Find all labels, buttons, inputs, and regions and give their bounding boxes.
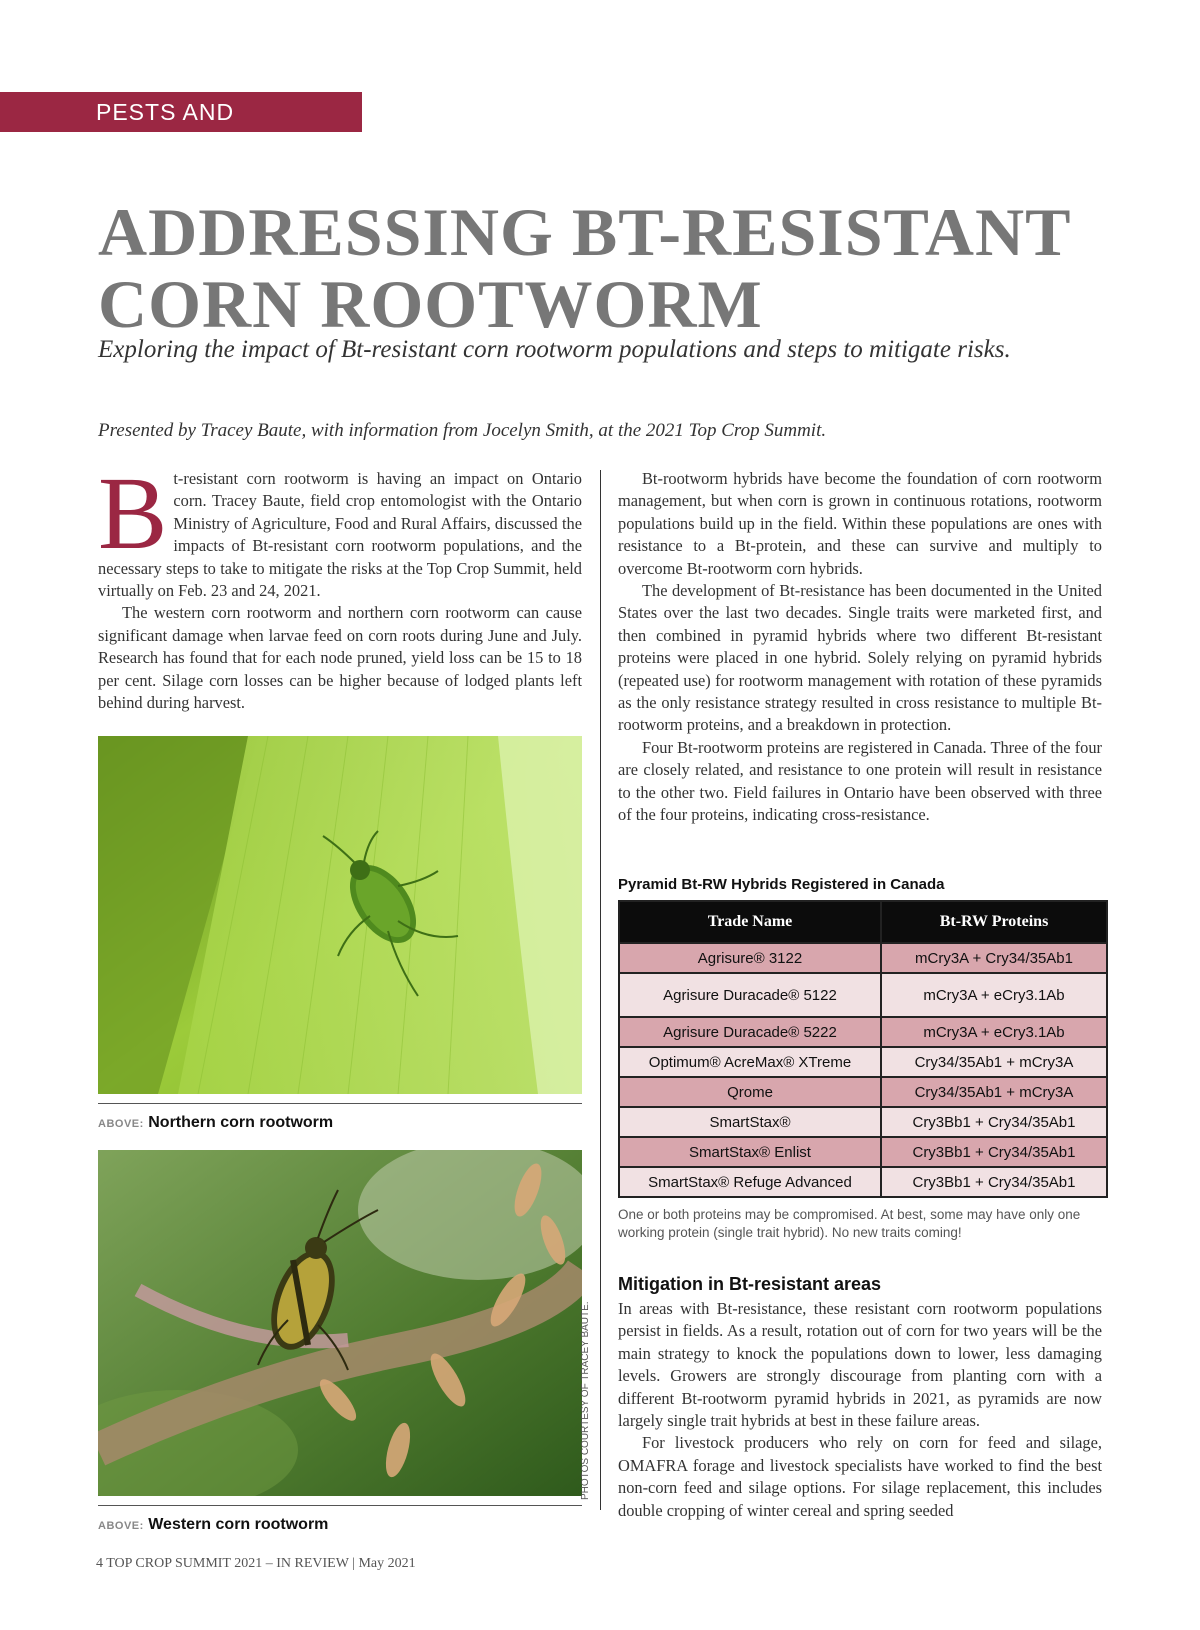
trade-name-cell: Agrisure Duracade® 5222	[619, 1017, 881, 1047]
protein-cell: mCry3A + eCry3.1Ab	[881, 973, 1107, 1017]
intro-text: t-resistant corn rootworm is having an impact on Ontario corn. Tracey Baute, field crop entomologist with the Ontario Ministry of Agriculture, Food and Rural Affairs, discussed the impacts of Bt-resistant corn rootworm populations, and the necessary steps to take to mitigate the risks at the Top Crop Summit, held virtually on Feb. 23 and 24, 2021.	[98, 469, 582, 601]
protein-cell: Cry3Bb1 + Cry34/35Ab1	[881, 1137, 1107, 1167]
caption-rule-2	[98, 1505, 582, 1506]
right-column-bottom	[618, 1298, 1102, 1522]
left-paragraph-2: The western corn rootworm and northern corn rootworm can cause significant damage when larvae feed on corn roots during June and July. Research has found that for each node pruned, yield loss can be 15 to 18 per cent. Silage corn losses can be higher because of lodged plants left behind during harvest.	[98, 603, 582, 713]
table-row	[619, 1167, 1107, 1197]
protein-cell: Cry3Bb1 + Cry34/35Ab1	[881, 1107, 1107, 1137]
caption-northern	[98, 1114, 582, 1132]
table-row	[619, 943, 1107, 973]
table-title: Pyramid Bt-RW Hybrids Registered in Canada	[618, 876, 945, 893]
caption-text: Western corn rootworm	[148, 1516, 329, 1533]
section-tag-bold: DISEASES	[96, 139, 221, 165]
caption-western	[98, 1516, 582, 1534]
intro-paragraph	[98, 456, 582, 602]
table-row	[619, 1077, 1107, 1107]
column-divider	[600, 470, 601, 1510]
trade-name-cell: Agrisure Duracade® 5122	[619, 973, 881, 1017]
right-column-top	[618, 468, 1102, 827]
title-line-1: ADDRESSING BT-RESISTANT	[98, 194, 1072, 270]
section-tag	[0, 92, 362, 165]
table-header-row	[619, 901, 1107, 943]
table-row	[619, 1107, 1107, 1137]
mitigation-paragraph-1: In areas with Bt-resistance, these resistant corn rootworm populations persist in fields. As a result, rotation out of corn for two years will be the main strategy to knock the populations down to lower, less damaging levels. Growers are strongly discourage from planting corn with a different Bt-rootworm pyramid hybrids in 2021, as pyramids are now largely single trait hybrids at best in these failure areas.	[618, 1299, 1102, 1431]
photo-credit: PHOTOS COURTESY OF TRACEY BAUTE.	[580, 1301, 591, 1500]
hybrids-table	[618, 900, 1108, 1198]
protein-cell: mCry3A + eCry3.1Ab	[881, 1017, 1107, 1047]
drop-cap: B	[98, 456, 168, 571]
page-footer: 4 TOP CROP SUMMIT 2021 – IN REVIEW | May 2021	[96, 1556, 416, 1571]
section-tag-light: PESTS AND	[96, 99, 235, 125]
title-line-2: CORN ROOTWORM	[98, 266, 763, 342]
table-row	[619, 973, 1107, 1017]
protein-cell: Cry34/35Ab1 + mCry3A	[881, 1077, 1107, 1107]
protein-cell: Cry3Bb1 + Cry34/35Ab1	[881, 1167, 1107, 1197]
caption-label: ABOVE:	[98, 1118, 144, 1130]
table-row	[619, 1017, 1107, 1047]
mitigation-paragraph-2: For livestock producers who rely on corn for feed and silage, OMAFRA forage and livestock specialists have worked to find the best non-corn feed and silage options. For silage replacement, this includes double cropping of winter cereal and spring seeded	[618, 1433, 1102, 1520]
table-note: One or both proteins may be compromised. At best, some may have only one working protein (single trait hybrid). No new traits coming!	[618, 1207, 1081, 1240]
protein-cell: Cry34/35Ab1 + mCry3A	[881, 1047, 1107, 1077]
table-row	[619, 1137, 1107, 1167]
byline: Presented by Tracey Baute, with information from Jocelyn Smith, at the 2021 Top Crop Summit.	[98, 420, 827, 441]
mitigation-heading: Mitigation in Bt-resistant areas	[618, 1274, 882, 1294]
right-paragraph-2: The development of Bt-resistance has been documented in the United States over the last two decades. Single traits were marketed first, and then combined in pyramid hybrids where two different Bt-resistant proteins were placed in one hybrid. Solely relying on pyramid hybrids (repeated use) for rootworm management with rotation of these pyramids as the only resistance strategy resulted in cross resistance to multiple Bt-rootworm proteins, and a breakdown in protection.	[618, 581, 1102, 735]
left-column	[98, 456, 582, 714]
northern-corn-rootworm-photo	[98, 736, 582, 1094]
protein-cell: mCry3A + Cry34/35Ab1	[881, 943, 1107, 973]
header-proteins: Bt-RW Proteins	[881, 901, 1107, 943]
trade-name-cell: Optimum® AcreMax® XTreme	[619, 1047, 881, 1077]
table-row	[619, 1047, 1107, 1077]
right-paragraph-1: Bt-rootworm hybrids have become the foundation of corn rootworm management, but when corn is grown in continuous rotations, rootworm populations build up in the field. Within these populations are ones with resistance to a Bt-protein, and these can survive and multiply to overcome Bt-rootworm corn hybrids.	[618, 469, 1102, 578]
right-paragraph-3: Four Bt-rootworm proteins are registered in Canada. Three of the four are closely related, and resistance to one protein will result in resistance to the other two. Field failures in Ontario have been observed with three of the four proteins, indicating cross-resistance.	[618, 737, 1102, 825]
article-subtitle: Exploring the impact of Bt-resistant corn rootworm populations and steps to mitigate risks.	[98, 336, 1011, 363]
trade-name-cell: Agrisure® 3122	[619, 943, 881, 973]
western-corn-rootworm-photo	[98, 1150, 582, 1496]
trade-name-cell: Qrome	[619, 1077, 881, 1107]
trade-name-cell: SmartStax®	[619, 1107, 881, 1137]
header-trade-name: Trade Name	[619, 901, 881, 943]
caption-text: Northern corn rootworm	[148, 1114, 334, 1131]
article-title	[98, 196, 1138, 340]
caption-rule-1	[98, 1103, 582, 1104]
trade-name-cell: SmartStax® Enlist	[619, 1137, 881, 1167]
trade-name-cell: SmartStax® Refuge Advanced	[619, 1167, 881, 1197]
caption-label: ABOVE:	[98, 1520, 144, 1532]
